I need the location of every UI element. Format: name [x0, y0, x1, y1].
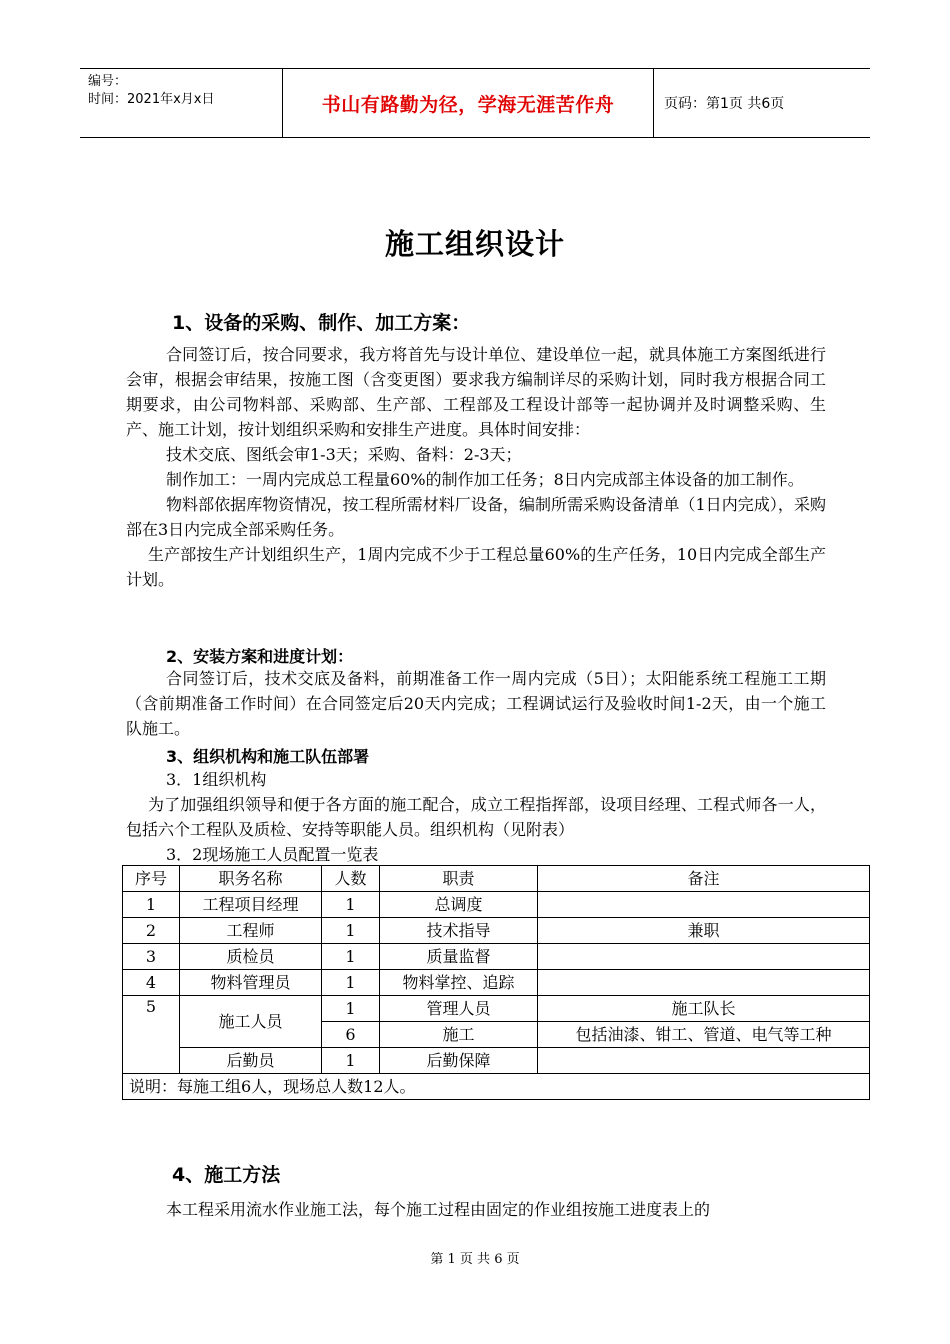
table-header-cell: 人数: [322, 866, 380, 892]
header-meta: [80, 69, 282, 137]
subsection-3-2: 3．2现场施工人员配置一览表: [166, 845, 379, 864]
table-cell: [538, 944, 870, 970]
page-footer: 第 1 页 共 6 页: [430, 1252, 520, 1267]
table-cell: 后勤员: [180, 1048, 322, 1074]
document-title: 施工组织设计: [384, 227, 565, 261]
table-cell: 管理人员: [380, 996, 538, 1022]
table-cell: 施工队长: [538, 996, 870, 1022]
paragraph: 合同签订后，按合同要求，我方将首先与设计单位、建设单位一起，就具体施工方案图纸进行会审，根据会审结果，按施工图（含变更图）要求我方编制详尽的采购计划，同时我方根据合同工期要求，由公司物料部、采购部、生产部、工程部及工程设计部等一起协调并及时调整采购、生产、施工计划，按计划组织采购和安排生产进度。具体时间安排：: [126, 345, 826, 439]
table-cell: 质量监督: [380, 944, 538, 970]
table-row: [123, 892, 870, 918]
table-header-cell: 职务名称: [180, 866, 322, 892]
document-time-label: 时间：2021年x月x日: [88, 92, 215, 107]
table-cell: 1: [322, 970, 380, 996]
table-cell: 质检员: [180, 944, 322, 970]
table-note-row: [123, 1074, 870, 1100]
table-cell: 1: [322, 918, 380, 944]
table-cell: [538, 1048, 870, 1074]
table-cell: 兼职: [538, 918, 870, 944]
table-cell: 1: [123, 892, 180, 918]
table-cell: 1: [322, 1048, 380, 1074]
table-note: 说明：每施工组6人，现场总人数12人。: [123, 1074, 870, 1100]
section-2-heading: 2、安装方案和进度计划：: [166, 647, 354, 666]
table-cell: 施工: [380, 1022, 538, 1048]
section-1-body: [126, 342, 826, 592]
header-page-label: 页码：第1页 共6页: [664, 96, 785, 112]
page-header: [80, 68, 870, 138]
section-4-body: [126, 1197, 826, 1222]
paragraph: 制作加工：一周内完成总工程量60%的制作加工任务；8日内完成部主体设备的加工制作。: [166, 470, 804, 489]
table-row: [123, 1048, 870, 1074]
paragraph: 生产部按生产计划组织生产，1周内完成不少于工程总量60%的生产任务，10日内完成全部生产计划。: [126, 545, 826, 589]
section-3-body: [126, 792, 826, 842]
staff-table: [122, 865, 870, 1100]
table-cell: 包括油漆、钳工、管道、电气等工种: [538, 1022, 870, 1048]
header-motto: 书山有路勤为径，学海无涯苦作舟: [321, 93, 615, 116]
paragraph: 本工程采用流水作业施工法，每个施工过程由固定的作业组按施工进度表上的: [166, 1200, 711, 1219]
table-cell: 施工人员: [180, 996, 322, 1048]
table-header-cell: 备注: [538, 866, 870, 892]
table-header-cell: 序号: [123, 866, 180, 892]
table-cell: 4: [123, 970, 180, 996]
table-cell: [538, 892, 870, 918]
table-cell: 1: [322, 892, 380, 918]
table-row: [123, 970, 870, 996]
table-cell: 总调度: [380, 892, 538, 918]
table-row: [123, 944, 870, 970]
table-cell: 2: [123, 918, 180, 944]
paragraph: 物料部依据库物资情况，按工程所需材料厂设备，编制所需采购设备清单（1日内完成），采购部在3日内完成全部采购任务。: [126, 495, 826, 539]
paragraph: 技术交底、图纸会审1-3天；采购、备料：2-3天；: [166, 445, 522, 464]
paragraph: 为了加强组织领导和便于各方面的施工配合，成立工程指挥部，设项目经理、工程式师各一人，包括六个工程队及质检、安持等职能人员。组织机构（见附表）: [126, 795, 826, 839]
table-cell: 工程项目经理: [180, 892, 322, 918]
table-row: [123, 918, 870, 944]
table-cell: 后勤保障: [380, 1048, 538, 1074]
table-cell: 1: [322, 944, 380, 970]
table-cell: 3: [123, 944, 180, 970]
table-cell: [538, 970, 870, 996]
section-1-heading: 1、设备的采购、制作、加工方案：: [172, 312, 471, 334]
table-cell: 工程师: [180, 918, 322, 944]
section-3-heading: 3、组织机构和施工队伍部署: [166, 747, 370, 766]
section-4-heading: 4、施工方法: [172, 1164, 281, 1186]
table-cell: 6: [322, 1022, 380, 1048]
table-cell: 5: [123, 996, 180, 1074]
table-cell: 技术指导: [380, 918, 538, 944]
paragraph: 合同签订后，技术交底及备料，前期准备工作一周内完成（5日）；太阳能系统工程施工工期（含前期准备工作时间）在合同签定后20天内完成；工程调试运行及验收时间1-2天，由一个施工队施工。: [126, 669, 826, 738]
document-number-label: 编号：: [88, 74, 128, 89]
table-row: [123, 996, 870, 1022]
subsection-3-1: 3．1组织机构: [166, 770, 267, 789]
table-header-row: [123, 866, 870, 892]
table-header-cell: 职责: [380, 866, 538, 892]
table-cell: 1: [322, 996, 380, 1022]
table-cell: 物料掌控、追踪: [380, 970, 538, 996]
table-cell: 物料管理员: [180, 970, 322, 996]
section-2-body: [126, 666, 826, 741]
